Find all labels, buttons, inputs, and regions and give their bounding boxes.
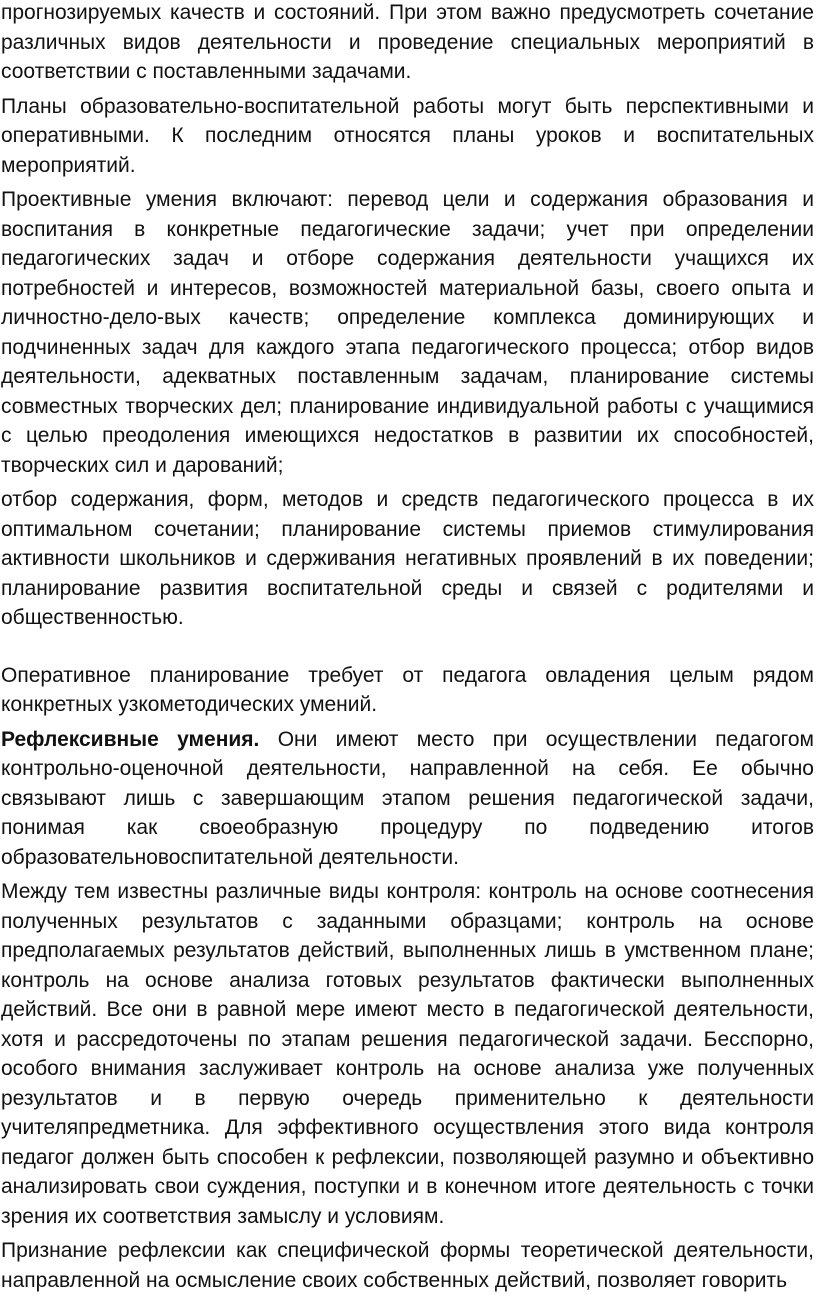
paragraph-reflection-recognition: Признание рефлексии как специфической формы теоретической деятельности, направленной на осмысление своих собственных действий, позволяет говорить — [1, 1239, 814, 1292]
paragraph-control-types: Между тем известны различные виды контроля: контроль на основе соотнесения полученных результатов с заданными образцами; контроль на основе предполагаемых результатов действий, выполненных лишь в умственном плане; контроль на основе анализа готовых результатов фактически выполненных действий. Все они в равной мере имеют место в педагогической деятельности, хотя и рассредоточены по этапам решения педагогической задачи. Бесспорно, особого внимания заслуживает контроль на основе анализа уже полученных результатов и в первую очередь применительно к деятельности учителяпредметника. Для эффективного осуществления этого вида контроля педагог должен быть способен к рефлексии, позволяющей разумно и объективно анализировать свои суждения, поступки и в конечном итоге деятельность с точки зрения их соответствия замыслу и условиям. — [1, 880, 814, 1228]
paragraph-plan-types: Планы образовательно-воспитательной работы могут быть перспективными и оперативными. К последним относятся планы уроков и воспитательных мероприятий. — [1, 94, 814, 177]
paragraph-reflexive-skills — [1, 725, 814, 873]
reflexive-skills-heading: Рефлексивные умения. — [1, 727, 260, 751]
paragraph-content-selection: отбор содержания, форм, методов и средств педагогического процесса в их оптимальном сочетании; планирование системы приемов стимулирования активности школьников и сдерживания негативных проявлений в их поведении; планирование развития воспитательной среды и связей с родителями и общественностью. — [1, 488, 814, 629]
paragraph-planning-combination: прогнозируемых качеств и состояний. При этом важно предусмотреть сочетание различных видов деятельности и проведение специальных мероприятий в соответствии с поставленными задачами. — [1, 1, 814, 83]
paragraph-projective-skills: Проективные умения включают: перевод цели и содержания образования и воспитания в конкретные педагогические задачи; учет при определении педагогических задач и отборе содержания деятельности учащихся их потребностей и интересов, возможностей материальной базы, своего опыта и личностно-дело-вых качеств; определение комплекса доминирующих и подчиненных задач для каждого этапа педагогического процесса; отбор видов деятельности, адекватных поставленным задачам, планирование системы совместных творческих дел; планирование индивидуальной работы с учащимися с целью преодоления имеющихся недостатков в развитии их способностей, творческих сил и дарований; — [1, 188, 814, 477]
paragraph-operative-planning: Оперативное планирование требует от педагога овладения целым рядом конкретных узкометодических умений. — [1, 663, 814, 716]
reflexive-skills-text: Они имеют место при осуществлении педагогом контрольно-оценочной деятельности, направленной на себя. Ее обычно связывают лишь с завершающим этапом решения педагогической задачи, понимая как своеобразную процедуру по подведению итогов образовательновоспитательной деятельности. — [1, 727, 814, 869]
